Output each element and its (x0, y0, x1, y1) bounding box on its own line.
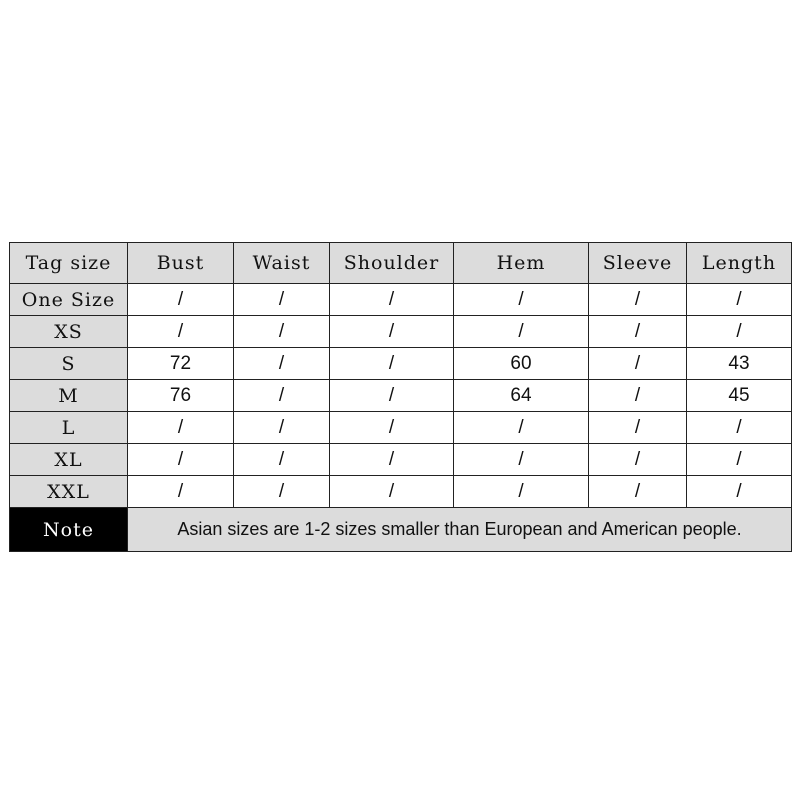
cell-shoulder: / (330, 380, 454, 412)
cell-length: / (687, 444, 792, 476)
cell-bust: 76 (128, 380, 234, 412)
header-sleeve: Sleeve (589, 243, 687, 284)
table-row (10, 380, 792, 412)
row-size-label: XXL (10, 476, 128, 508)
cell-bust: / (128, 284, 234, 316)
cell-waist: / (234, 316, 330, 348)
cell-waist: / (234, 412, 330, 444)
header-shoulder: Shoulder (330, 243, 454, 284)
cell-length: / (687, 284, 792, 316)
cell-length: / (687, 476, 792, 508)
cell-hem: / (454, 444, 589, 476)
cell-sleeve: / (589, 348, 687, 380)
cell-waist: / (234, 348, 330, 380)
header-waist: Waist (234, 243, 330, 284)
header-tag-size: Tag size (10, 243, 128, 284)
size-chart-table (9, 242, 792, 552)
cell-waist: / (234, 380, 330, 412)
cell-hem: 64 (454, 380, 589, 412)
cell-shoulder: / (330, 348, 454, 380)
note-label: Note (10, 508, 128, 552)
table-row (10, 316, 792, 348)
row-size-label: M (10, 380, 128, 412)
row-size-label: L (10, 412, 128, 444)
note-row (10, 508, 792, 552)
cell-bust: / (128, 316, 234, 348)
cell-bust: 72 (128, 348, 234, 380)
table-row (10, 284, 792, 316)
cell-hem: / (454, 476, 589, 508)
cell-shoulder: / (330, 284, 454, 316)
cell-length: 45 (687, 380, 792, 412)
cell-sleeve: / (589, 444, 687, 476)
cell-waist: / (234, 284, 330, 316)
cell-hem: / (454, 316, 589, 348)
row-size-label: One Size (10, 284, 128, 316)
row-size-label: XL (10, 444, 128, 476)
table-row (10, 348, 792, 380)
cell-bust: / (128, 444, 234, 476)
note-text: Asian sizes are 1-2 sizes smaller than European and American people. (128, 508, 792, 552)
cell-hem: 60 (454, 348, 589, 380)
cell-bust: / (128, 412, 234, 444)
row-size-label: XS (10, 316, 128, 348)
table-row (10, 476, 792, 508)
header-hem: Hem (454, 243, 589, 284)
cell-sleeve: / (589, 412, 687, 444)
header-row (10, 243, 792, 284)
cell-shoulder: / (330, 444, 454, 476)
cell-hem: / (454, 284, 589, 316)
header-bust: Bust (128, 243, 234, 284)
cell-sleeve: / (589, 380, 687, 412)
cell-sleeve: / (589, 316, 687, 348)
cell-shoulder: / (330, 476, 454, 508)
row-size-label: S (10, 348, 128, 380)
cell-shoulder: / (330, 412, 454, 444)
cell-bust: / (128, 476, 234, 508)
cell-length: 43 (687, 348, 792, 380)
cell-waist: / (234, 476, 330, 508)
cell-waist: / (234, 444, 330, 476)
table-row (10, 412, 792, 444)
cell-sleeve: / (589, 476, 687, 508)
cell-sleeve: / (589, 284, 687, 316)
cell-length: / (687, 316, 792, 348)
header-length: Length (687, 243, 792, 284)
table-row (10, 444, 792, 476)
cell-shoulder: / (330, 316, 454, 348)
cell-hem: / (454, 412, 589, 444)
cell-length: / (687, 412, 792, 444)
